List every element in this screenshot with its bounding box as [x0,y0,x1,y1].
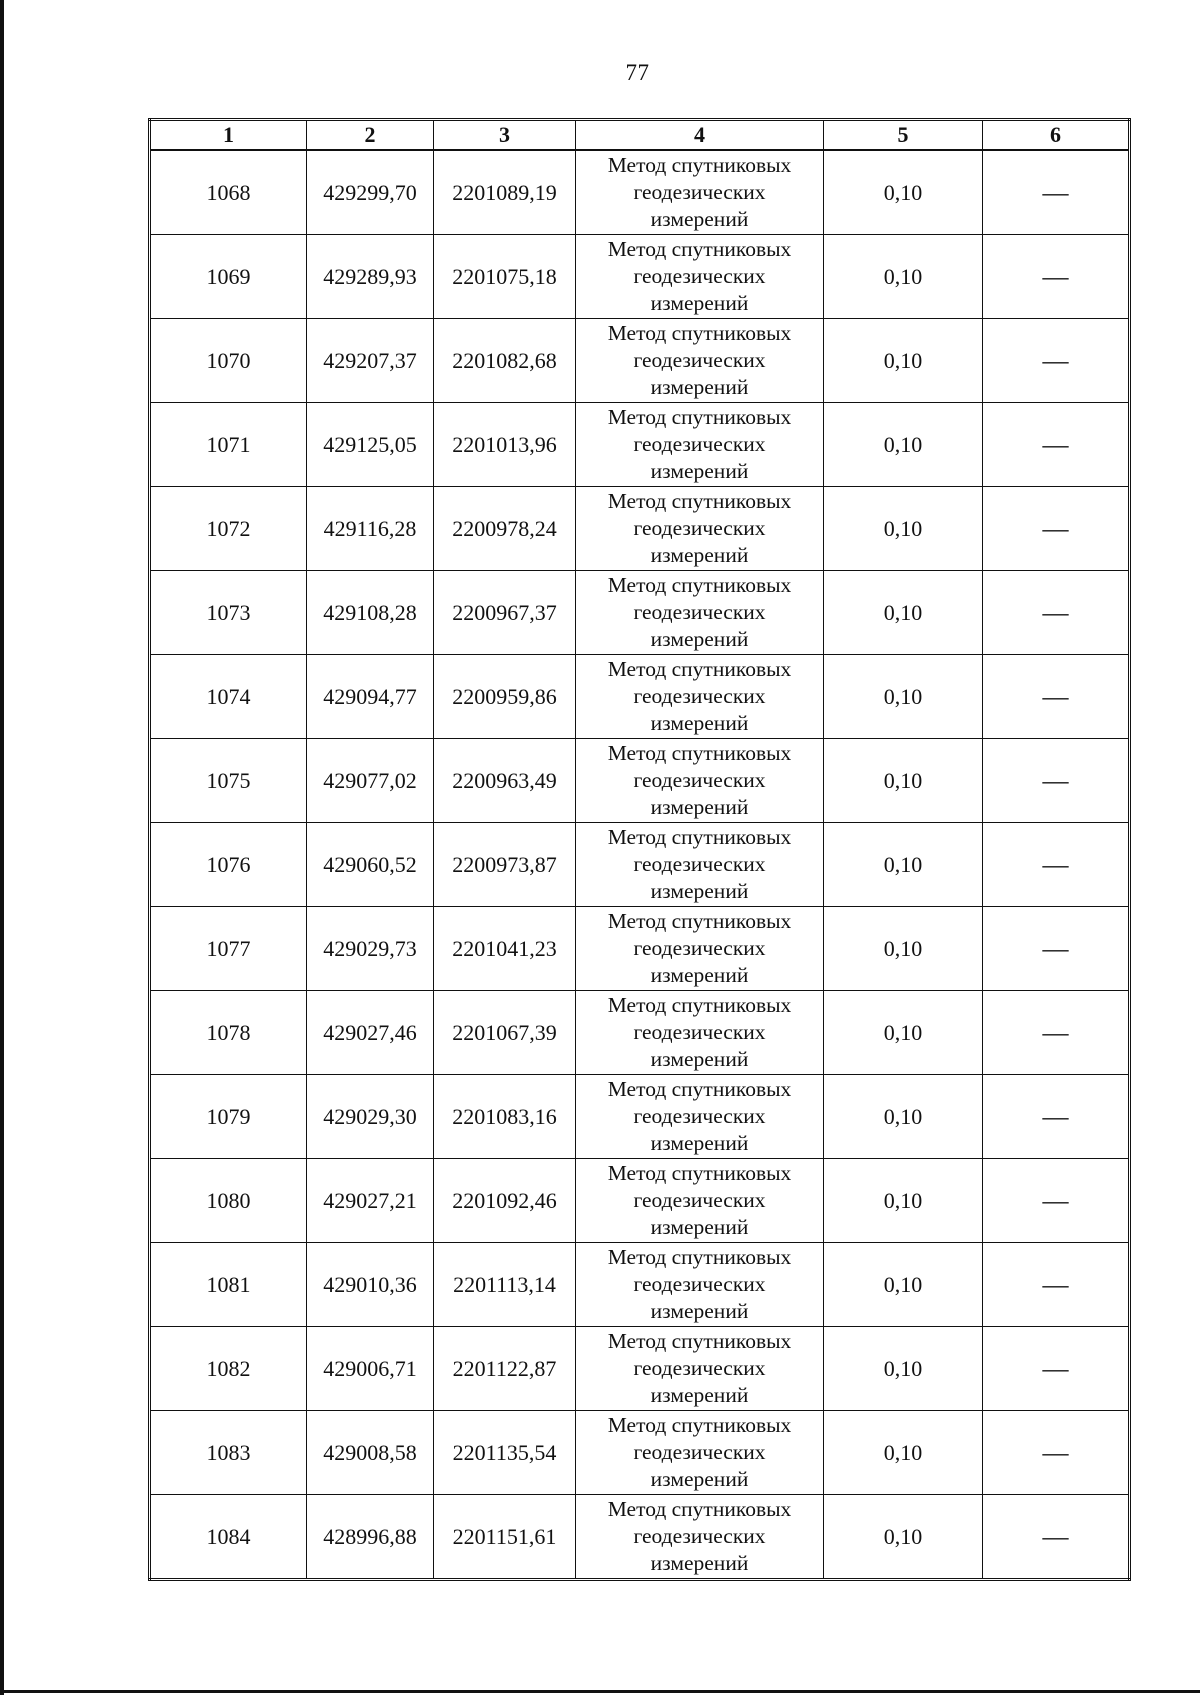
description-cell: — [983,1075,1130,1159]
method-line: Метод спутниковых [607,405,792,429]
point-number-cell: 1081 [150,1243,307,1327]
table-row [150,655,1130,739]
table-row [150,1495,1130,1580]
method-line: Метод спутниковых [607,825,792,849]
method-cell [576,907,824,991]
method-line: геодезических [633,1356,766,1380]
accuracy-cell: 0,10 [824,403,983,487]
method-line: измерений [650,1131,749,1155]
method-line: Метод спутниковых [607,1161,792,1185]
method-line: Метод спутниковых [607,1413,792,1437]
accuracy-cell: 0,10 [824,739,983,823]
coordinate-x-cell: 429299,70 [307,150,434,235]
method-line: Метод спутниковых [607,1329,792,1353]
description-cell: — [983,1327,1130,1411]
accuracy-cell: 0,10 [824,319,983,403]
description-cell: — [983,235,1130,319]
coordinate-y-cell: 2200959,86 [434,655,576,739]
method-line: измерений [650,543,749,567]
method-line: геодезических [633,180,766,204]
method-line: геодезических [633,1188,766,1212]
description-cell: — [983,1411,1130,1495]
coordinate-x-cell: 429125,05 [307,403,434,487]
table-row [150,150,1130,235]
table-row [150,235,1130,319]
method-line: геодезических [633,348,766,372]
header-row [150,120,1130,151]
description-cell: — [983,1495,1130,1580]
coordinate-y-cell: 2201075,18 [434,235,576,319]
method-cell [576,1243,824,1327]
coordinates-table [148,118,1131,1581]
method-cell [576,487,824,571]
description-cell: — [983,319,1130,403]
coordinate-y-cell: 2200967,37 [434,571,576,655]
scan-edge-bottom [0,1690,1200,1693]
method-cell [576,823,824,907]
accuracy-cell: 0,10 [824,823,983,907]
coordinate-x-cell: 428996,88 [307,1495,434,1580]
scan-edge-left [0,0,4,1695]
method-cell [576,1159,824,1243]
point-number-cell: 1068 [150,150,307,235]
method-cell [576,991,824,1075]
coordinate-x-cell: 429207,37 [307,319,434,403]
point-number-cell: 1071 [150,403,307,487]
table-row [150,1327,1130,1411]
method-line: Метод спутниковых [607,909,792,933]
coordinate-x-cell: 429010,36 [307,1243,434,1327]
method-line: Метод спутниковых [607,741,792,765]
method-line: Метод спутниковых [607,573,792,597]
table-row [150,991,1130,1075]
description-cell: — [983,823,1130,907]
description-cell: — [983,487,1130,571]
coordinate-x-cell: 429077,02 [307,739,434,823]
column-header-5: 5 [824,120,983,151]
table-row [150,571,1130,655]
method-line: геодезических [633,264,766,288]
method-cell [576,1495,824,1580]
coordinate-y-cell: 2201122,87 [434,1327,576,1411]
description-cell: — [983,655,1130,739]
method-line: геодезических [633,600,766,624]
method-line: Метод спутниковых [607,1077,792,1101]
method-line: геодезических [633,852,766,876]
accuracy-cell: 0,10 [824,1243,983,1327]
method-line: Метод спутниковых [607,657,792,681]
point-number-cell: 1078 [150,991,307,1075]
coordinate-x-cell: 429029,73 [307,907,434,991]
description-cell: — [983,739,1130,823]
method-cell [576,235,824,319]
method-cell [576,150,824,235]
method-cell [576,1327,824,1411]
coordinate-x-cell: 429094,77 [307,655,434,739]
page-number: 77 [625,60,650,85]
method-line: измерений [650,627,749,651]
point-number-cell: 1072 [150,487,307,571]
coordinate-y-cell: 2201067,39 [434,991,576,1075]
method-line: геодезических [633,1524,766,1548]
accuracy-cell: 0,10 [824,150,983,235]
accuracy-cell: 0,10 [824,235,983,319]
coordinate-x-cell: 429060,52 [307,823,434,907]
method-cell [576,571,824,655]
accuracy-cell: 0,10 [824,1159,983,1243]
column-header-4: 4 [576,120,824,151]
method-cell [576,403,824,487]
coordinate-x-cell: 429116,28 [307,487,434,571]
coordinate-y-cell: 2200973,87 [434,823,576,907]
point-number-cell: 1069 [150,235,307,319]
point-number-cell: 1077 [150,907,307,991]
accuracy-cell: 0,10 [824,655,983,739]
coordinate-y-cell: 2200978,24 [434,487,576,571]
coordinate-x-cell: 429027,21 [307,1159,434,1243]
method-cell [576,1075,824,1159]
method-line: геодезических [633,1020,766,1044]
table-row [150,403,1130,487]
method-line: геодезических [633,516,766,540]
description-cell: — [983,991,1130,1075]
coordinate-x-cell: 429029,30 [307,1075,434,1159]
description-cell: — [983,403,1130,487]
method-line: измерений [650,291,749,315]
accuracy-cell: 0,10 [824,1327,983,1411]
coordinate-x-cell: 429008,58 [307,1411,434,1495]
coordinate-y-cell: 2201083,16 [434,1075,576,1159]
coordinate-x-cell: 429108,28 [307,571,434,655]
method-line: измерений [650,963,749,987]
description-cell: — [983,571,1130,655]
point-number-cell: 1082 [150,1327,307,1411]
method-line: Метод спутниковых [607,237,792,261]
table-row [150,739,1130,823]
point-number-cell: 1084 [150,1495,307,1580]
point-number-cell: 1083 [150,1411,307,1495]
coordinate-y-cell: 2201013,96 [434,403,576,487]
method-line: измерений [650,1551,749,1575]
method-line: Метод спутниковых [607,1497,792,1521]
accuracy-cell: 0,10 [824,1495,983,1580]
coordinate-y-cell: 2201092,46 [434,1159,576,1243]
table-header [150,120,1130,151]
method-line: измерений [650,1299,749,1323]
point-number-cell: 1076 [150,823,307,907]
method-line: измерений [650,375,749,399]
method-line: геодезических [633,1440,766,1464]
method-line: Метод спутниковых [607,321,792,345]
method-line: измерений [650,207,749,231]
coordinate-y-cell: 2200963,49 [434,739,576,823]
point-number-cell: 1080 [150,1159,307,1243]
method-line: геодезических [633,1272,766,1296]
method-line: измерений [650,1383,749,1407]
method-cell [576,1411,824,1495]
method-line: измерений [650,1467,749,1491]
coordinate-y-cell: 2201135,54 [434,1411,576,1495]
method-line: Метод спутниковых [607,1245,792,1269]
accuracy-cell: 0,10 [824,571,983,655]
column-header-3: 3 [434,120,576,151]
point-number-cell: 1079 [150,1075,307,1159]
column-header-2: 2 [307,120,434,151]
method-line: измерений [650,459,749,483]
table-row [150,823,1130,907]
coordinate-x-cell: 429289,93 [307,235,434,319]
point-number-cell: 1075 [150,739,307,823]
method-line: измерений [650,1215,749,1239]
table-row [150,1159,1130,1243]
coordinate-x-cell: 429027,46 [307,991,434,1075]
coordinate-y-cell: 2201082,68 [434,319,576,403]
column-header-6: 6 [983,120,1130,151]
accuracy-cell: 0,10 [824,991,983,1075]
method-line: измерений [650,879,749,903]
accuracy-cell: 0,10 [824,1075,983,1159]
coordinate-x-cell: 429006,71 [307,1327,434,1411]
coordinate-y-cell: 2201041,23 [434,907,576,991]
method-line: измерений [650,1047,749,1071]
method-line: измерений [650,711,749,735]
description-cell: — [983,150,1130,235]
table-row [150,1411,1130,1495]
accuracy-cell: 0,10 [824,907,983,991]
method-line: геодезических [633,768,766,792]
table-body [150,150,1130,1580]
accuracy-cell: 0,10 [824,1411,983,1495]
method-cell [576,319,824,403]
description-cell: — [983,1243,1130,1327]
coordinate-y-cell: 2201089,19 [434,150,576,235]
point-number-cell: 1074 [150,655,307,739]
method-line: геодезических [633,432,766,456]
accuracy-cell: 0,10 [824,487,983,571]
coordinate-y-cell: 2201113,14 [434,1243,576,1327]
table-row [150,1243,1130,1327]
method-line: Метод спутниковых [607,993,792,1017]
method-line: геодезических [633,684,766,708]
point-number-cell: 1073 [150,571,307,655]
table-row [150,907,1130,991]
point-number-cell: 1070 [150,319,307,403]
description-cell: — [983,1159,1130,1243]
table-row [150,487,1130,571]
method-line: Метод спутниковых [607,153,792,177]
description-cell: — [983,907,1130,991]
method-cell [576,655,824,739]
method-line: геодезических [633,1104,766,1128]
table-row [150,319,1130,403]
method-line: Метод спутниковых [607,489,792,513]
method-line: измерений [650,795,749,819]
column-header-1: 1 [150,120,307,151]
method-line: геодезических [633,936,766,960]
method-cell [576,739,824,823]
coordinate-y-cell: 2201151,61 [434,1495,576,1580]
table-row [150,1075,1130,1159]
